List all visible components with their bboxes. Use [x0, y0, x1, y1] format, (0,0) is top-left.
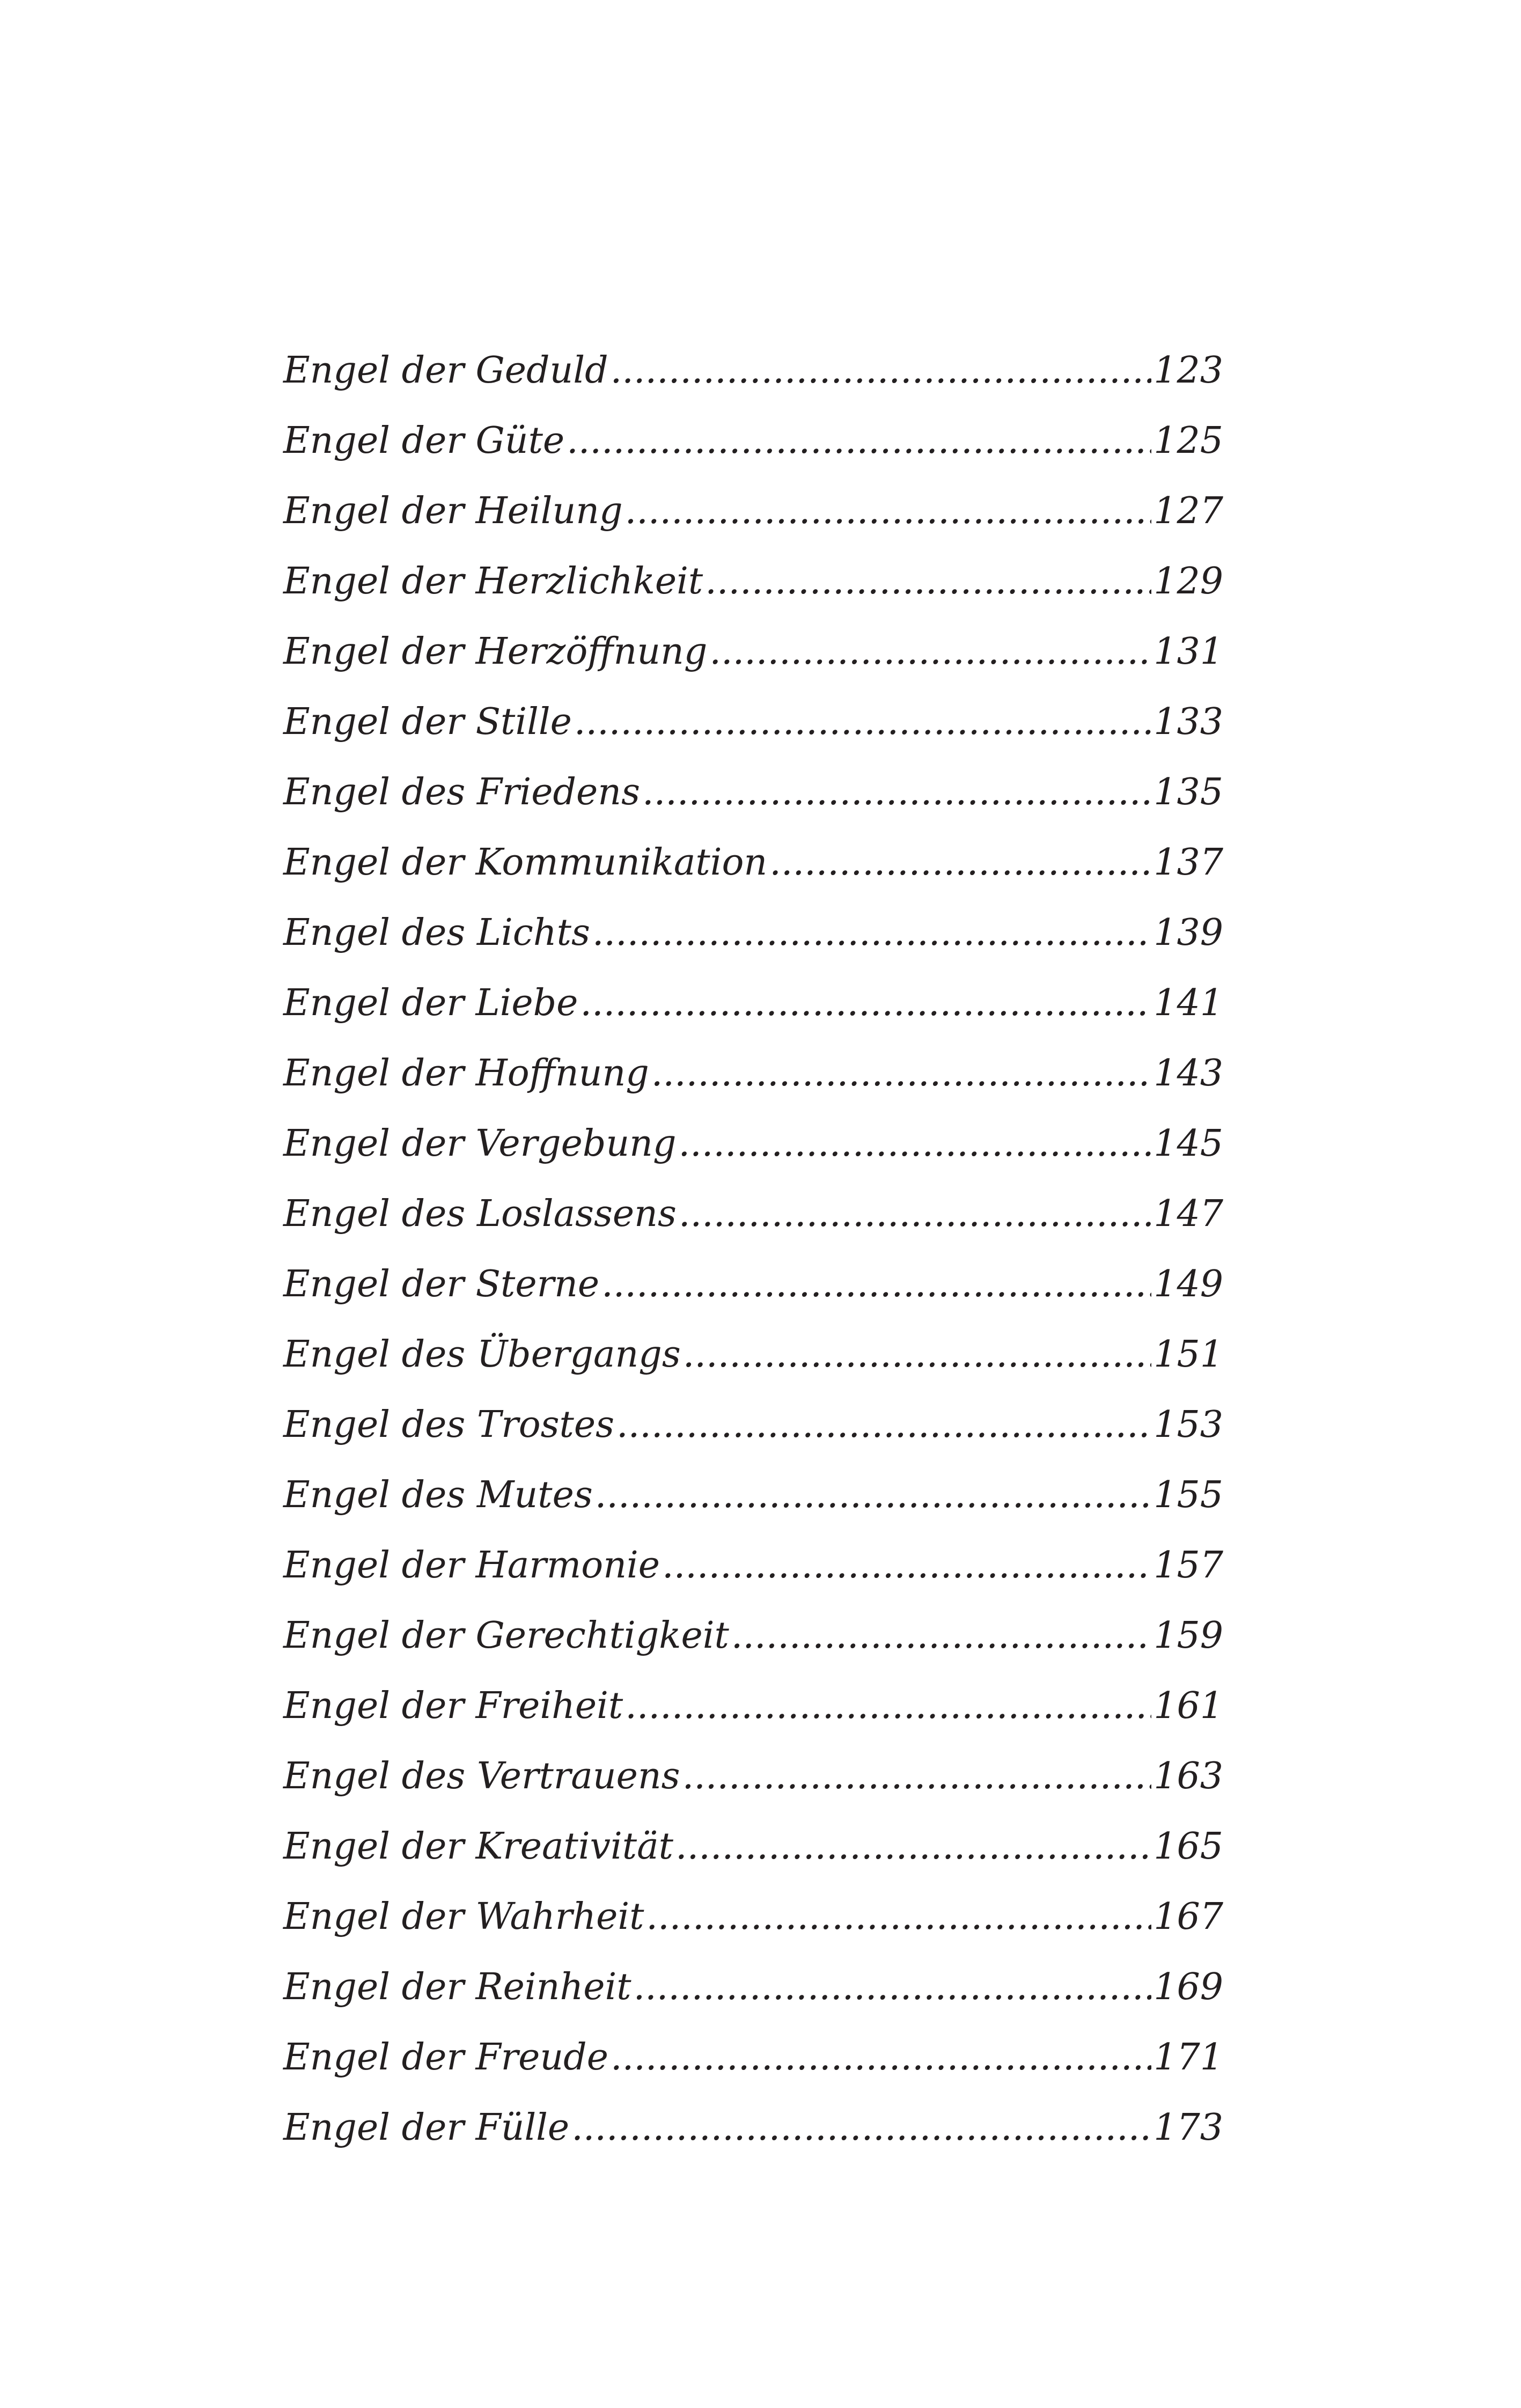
toc-entry[interactable]: [283, 1601, 1223, 1671]
toc-entry-page: 157: [1153, 1544, 1223, 1587]
toc-entry-title: Engel des Lichts: [283, 912, 590, 954]
toc-entry[interactable]: [283, 1671, 1223, 1741]
toc-entry-title: Engel der Hoffnung: [283, 1052, 649, 1095]
toc-entry[interactable]: [283, 898, 1223, 968]
toc-entry-title: Engel der Herzöffnung: [283, 630, 708, 673]
toc-entry[interactable]: [283, 616, 1223, 687]
toc-entry-page: 169: [1153, 1966, 1223, 2008]
toc-entry[interactable]: [283, 2093, 1223, 2163]
table-of-contents: [283, 335, 1223, 2163]
toc-entry-page: 129: [1153, 560, 1223, 603]
dot-leader: [611, 2022, 1151, 2093]
toc-entry-page: 123: [1153, 349, 1223, 392]
toc-entry-title: Engel des Friedens: [283, 771, 640, 813]
toc-entry-title: Engel der Heilung: [283, 490, 623, 532]
toc-entry-page: 173: [1153, 2106, 1223, 2149]
toc-entry[interactable]: [283, 1460, 1223, 1530]
toc-entry[interactable]: [283, 757, 1223, 827]
toc-entry[interactable]: [283, 335, 1223, 406]
dot-leader: [574, 687, 1151, 757]
toc-entry[interactable]: [283, 827, 1223, 898]
dot-leader: [567, 406, 1151, 476]
toc-entry-title: Engel der Stille: [283, 701, 572, 743]
toc-entry-title: Engel des Loslassens: [283, 1193, 677, 1235]
toc-entry-title: Engel der Vergebung: [283, 1122, 677, 1165]
toc-entry-title: Engel der Geduld: [283, 349, 608, 392]
toc-entry-page: 159: [1153, 1614, 1223, 1657]
dot-leader: [592, 898, 1151, 968]
toc-entry[interactable]: [283, 1952, 1223, 2022]
toc-entry-title: Engel der Sterne: [283, 1263, 600, 1305]
toc-entry[interactable]: [283, 2022, 1223, 2093]
toc-entry-title: Engel des Vertrauens: [283, 1755, 680, 1797]
toc-entry-page: 161: [1153, 1685, 1223, 1727]
toc-entry[interactable]: [283, 406, 1223, 476]
dot-leader: [611, 335, 1152, 406]
toc-entry-title: Engel der Harmonie: [283, 1544, 660, 1587]
toc-entry-title: Engel der Freude: [283, 2036, 608, 2079]
toc-entry-title: Engel der Gerechtigkeit: [283, 1614, 729, 1657]
dot-leader: [646, 1882, 1151, 1952]
dot-leader: [709, 616, 1151, 687]
toc-entry-title: Engel der Fülle: [283, 2106, 570, 2149]
toc-entry-page: 151: [1153, 1333, 1223, 1376]
toc-entry-page: 131: [1153, 630, 1223, 673]
dot-leader: [662, 1530, 1151, 1601]
toc-entry[interactable]: [283, 1811, 1223, 1882]
toc-entry[interactable]: [283, 687, 1223, 757]
dot-leader: [705, 546, 1151, 616]
toc-entry-title: Engel der Freiheit: [283, 1685, 623, 1727]
dot-leader: [679, 1108, 1152, 1179]
toc-entry-page: 133: [1153, 701, 1223, 743]
toc-entry-page: 135: [1153, 771, 1223, 813]
dot-leader: [651, 1038, 1151, 1108]
dot-leader: [595, 1460, 1151, 1530]
dot-leader: [634, 1952, 1152, 2022]
dot-leader: [580, 968, 1151, 1038]
toc-entry[interactable]: [283, 1741, 1223, 1811]
dot-leader: [571, 2093, 1151, 2163]
toc-entry[interactable]: [283, 476, 1223, 546]
dot-leader: [731, 1601, 1151, 1671]
toc-entry-page: 139: [1153, 912, 1223, 954]
dot-leader: [601, 1249, 1151, 1319]
toc-entry-page: 171: [1153, 2036, 1223, 2079]
toc-entry[interactable]: [283, 1249, 1223, 1319]
dot-leader: [616, 1390, 1151, 1460]
dot-leader: [642, 757, 1151, 827]
toc-entry[interactable]: [283, 1319, 1223, 1390]
toc-entry[interactable]: [283, 1108, 1223, 1179]
toc-entry-title: Engel des Trostes: [283, 1404, 615, 1446]
toc-entry-page: 155: [1153, 1474, 1223, 1516]
toc-entry-page: 167: [1153, 1896, 1223, 1938]
dot-leader: [679, 1179, 1151, 1249]
toc-entry[interactable]: [283, 968, 1223, 1038]
toc-entry[interactable]: [283, 1179, 1223, 1249]
toc-entry-title: Engel der Reinheit: [283, 1966, 631, 2008]
toc-entry-title: Engel der Wahrheit: [283, 1896, 644, 1938]
toc-entry-title: Engel der Güte: [283, 420, 565, 462]
dot-leader: [625, 476, 1152, 546]
toc-entry-page: 143: [1153, 1052, 1223, 1095]
toc-entry-page: 141: [1153, 982, 1223, 1024]
toc-entry-title: Engel des Übergangs: [283, 1333, 681, 1376]
toc-entry-page: 147: [1153, 1193, 1223, 1235]
toc-entry[interactable]: [283, 1882, 1223, 1952]
toc-entry-title: Engel der Herzlichkeit: [283, 560, 703, 603]
toc-entry-page: 153: [1153, 1404, 1223, 1446]
toc-entry-title: Engel der Liebe: [283, 982, 578, 1024]
toc-entry-page: 127: [1153, 490, 1223, 532]
toc-entry-page: 149: [1153, 1263, 1223, 1305]
toc-entry-title: Engel des Mutes: [283, 1474, 593, 1516]
toc-entry-page: 145: [1153, 1122, 1223, 1165]
dot-leader: [675, 1811, 1151, 1882]
toc-entry-page: 125: [1153, 420, 1223, 462]
toc-entry-title: Engel der Kreativität: [283, 1825, 673, 1868]
toc-entry-page: 165: [1153, 1825, 1223, 1868]
dot-leader: [769, 827, 1151, 898]
dot-leader: [683, 1319, 1151, 1390]
toc-entry[interactable]: [283, 1390, 1223, 1460]
toc-entry[interactable]: [283, 546, 1223, 616]
toc-entry-page: 137: [1153, 841, 1223, 884]
dot-leader: [682, 1741, 1152, 1811]
toc-entry-page: 163: [1153, 1755, 1223, 1797]
toc-entry[interactable]: [283, 1038, 1223, 1108]
toc-entry[interactable]: [283, 1530, 1223, 1601]
toc-entry-title: Engel der Kommunikation: [283, 841, 768, 884]
dot-leader: [625, 1671, 1151, 1741]
